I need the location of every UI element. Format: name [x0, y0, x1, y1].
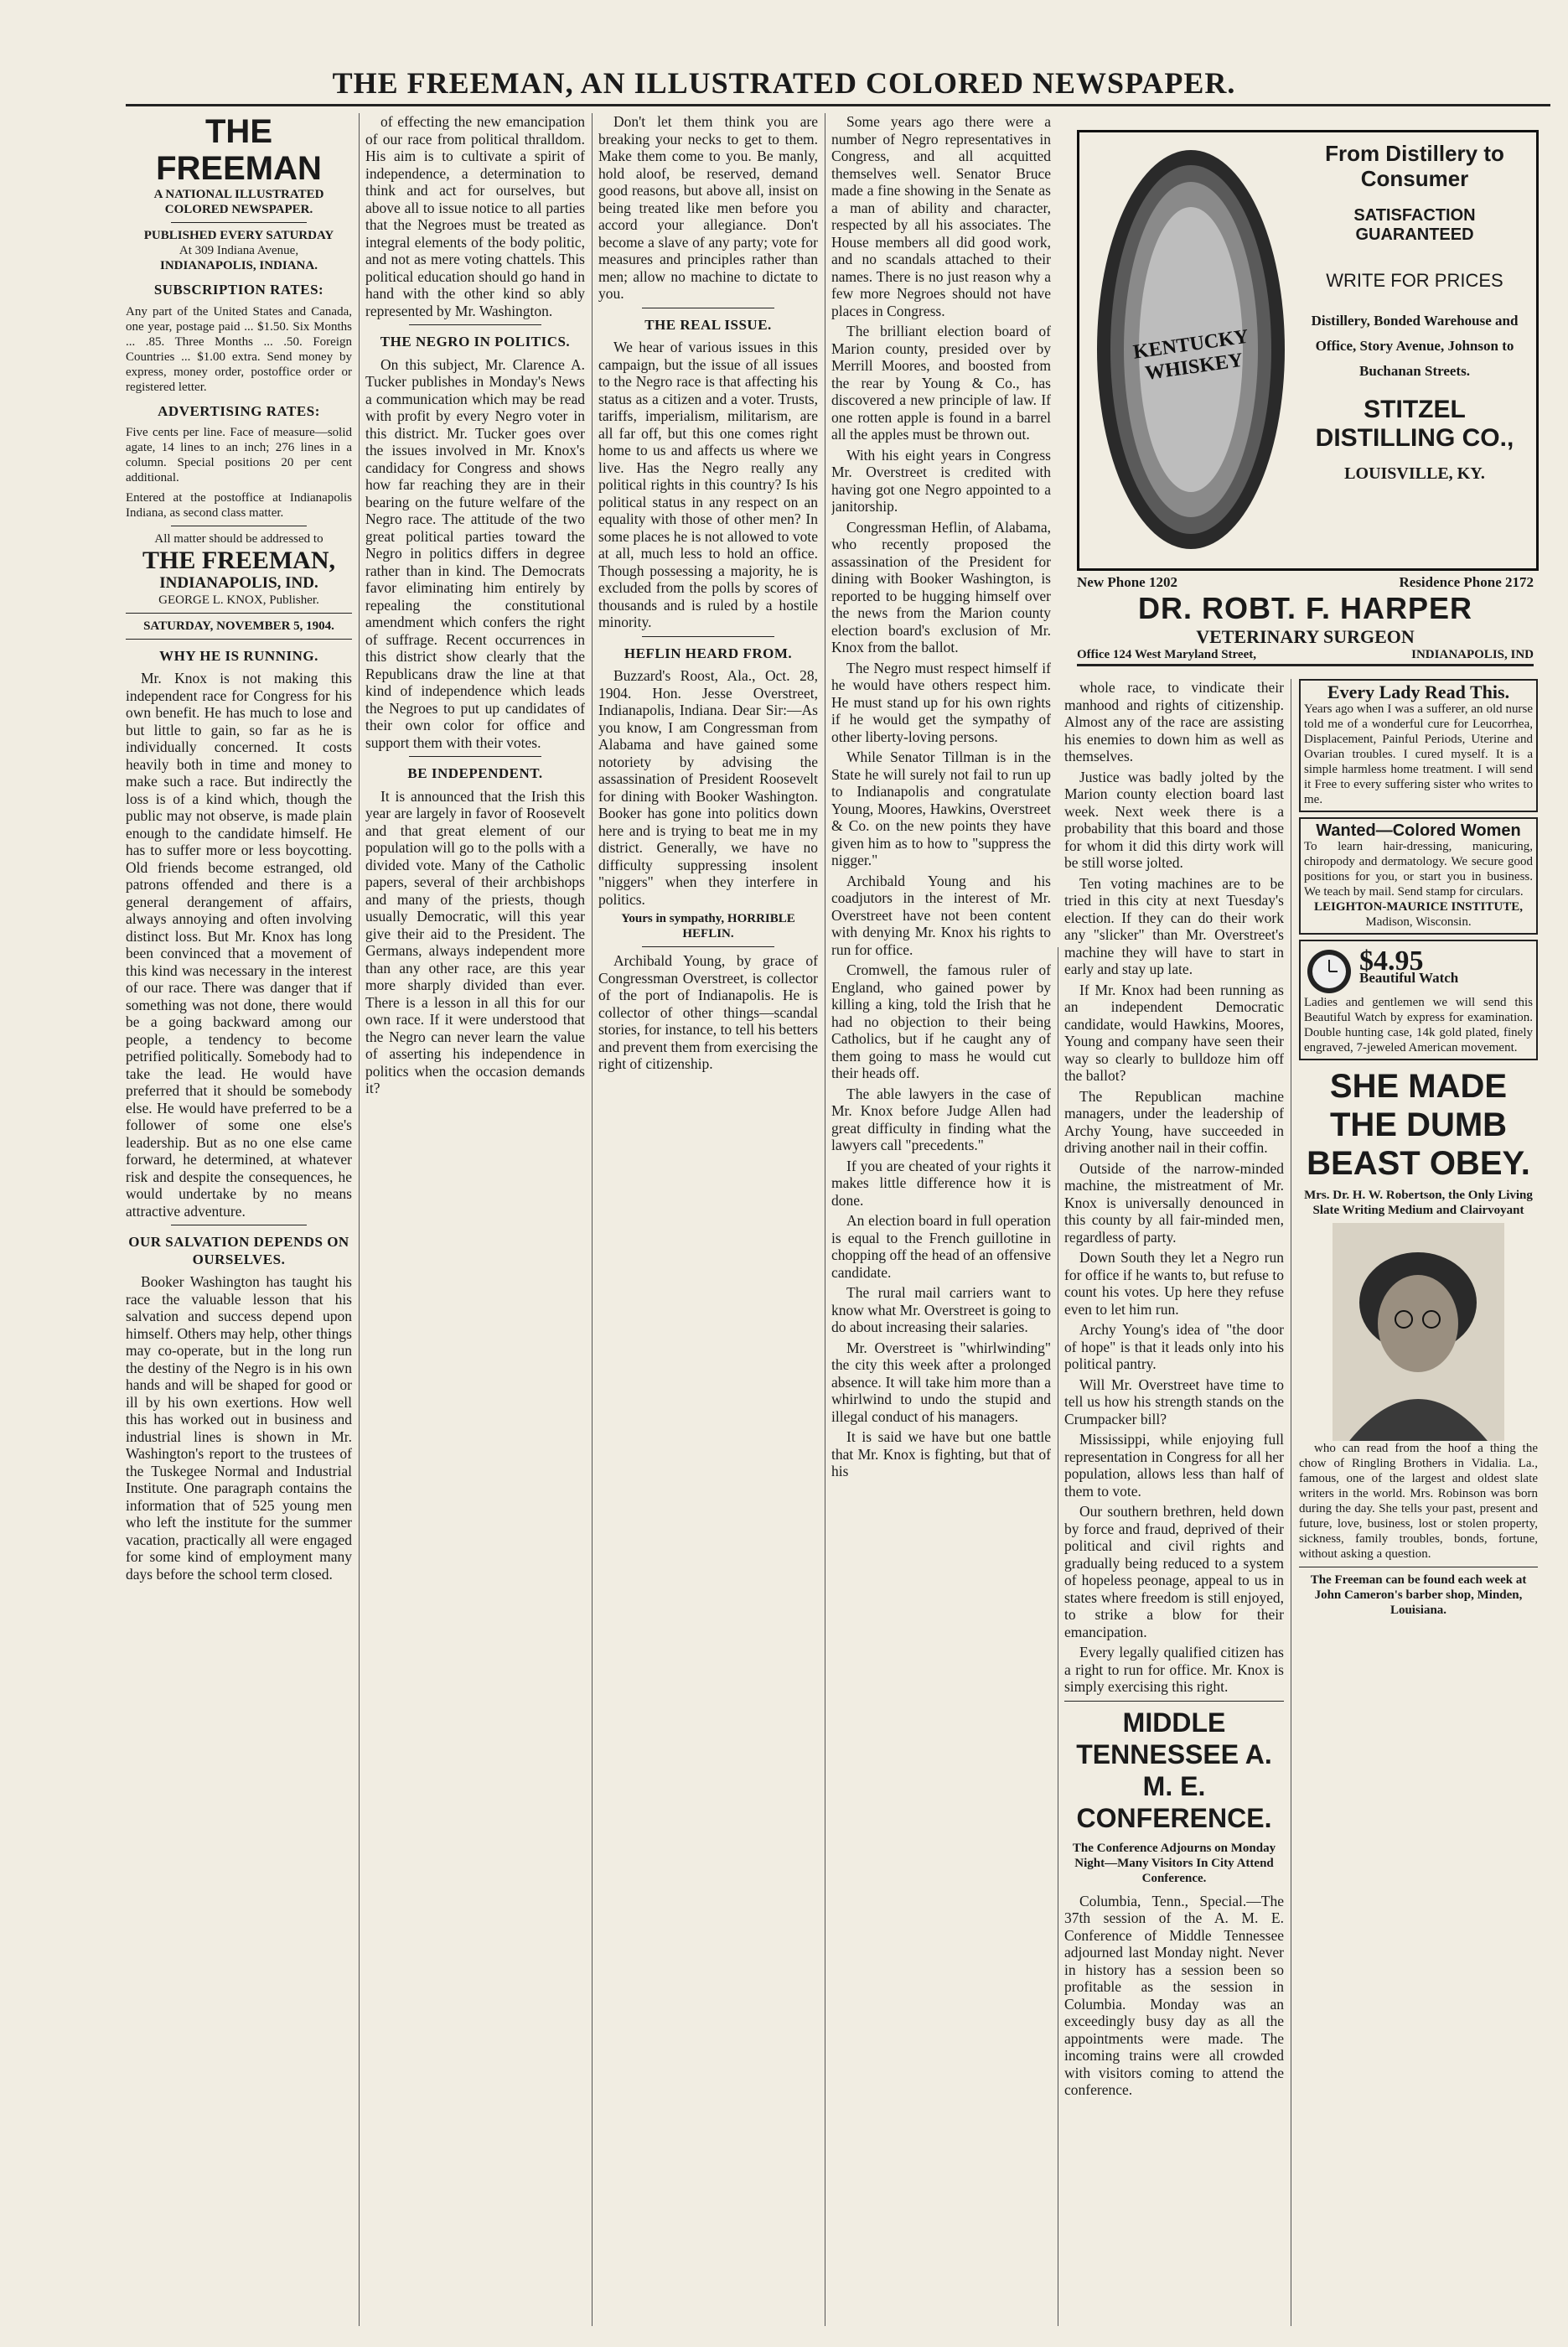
robertson-text: who can read from the hoof a thing the chow of Ringling Brothers in Vidalia. La., famous, one of the largest and oldest slate writers in the world. Mrs. Robinson was born during the day. She tells your past, present and future, love, business, lost or stolen property, sickness, family troubles, bonds, fortune, without asking a question.	[1299, 1442, 1538, 1561]
kentucky-label: KENTUCKY WHISKEY	[1131, 325, 1250, 385]
pub-line: PUBLISHED EVERY SATURDAY	[143, 229, 334, 242]
address-line: All matter should be addressed to	[154, 532, 323, 546]
freeman-title: THE FREEMAN	[156, 113, 322, 187]
lady-title: Every Lady Read This.	[1327, 681, 1510, 702]
conference-article: Columbia, Tenn., Special.—The 37th session of the A. M. E. Conference of Middle Tennessee adjourned last Monday night. Never in history has a session been so profitable as the session in Columbia. Monday was an exceedingly busy day as all the appointments were made. The incoming trains were all crowded with visitors coming to attend the conference.	[1064, 1892, 1284, 2098]
column-2	[365, 113, 585, 2326]
vet-title: VETERINARY SURGEON	[1196, 626, 1415, 647]
article-real-issue: We hear of various issues in this campaign, but the issue of all issues to the Negro race is that affecting his status as a citizen and a voter. Trusts, tariffs, imperialism, militarism, are all far off, but this one comes right home to us and affects us where we live. Has the Negro really any political rights in this country? Is his political status in any respect on an equality with those of other men? In some places he is not allowed to vote at all, much less to hold an office. Though possessing a majority, he is excluded from the polls by scores of thousands and is ruled by a hostile minority.	[598, 339, 818, 630]
article-salvation: Booker Washington has taught his race the valuable lesson that his salvation and success depend upon himself. Others may help, other things may co-operate, but in the long run the destiny of the Negro is in his own hands and will be shaped for good or ill by his own exertions. How well this has worked out in business and industrial lines is shown in Mr. Washington's report to the trustees of the Tuskegee Normal and Industrial Institute. One paragraph contains the information that of 525 young men who left the institute for the summer vacation, practically all were engaged for some kind of employment many days before the school term closed.	[126, 1273, 352, 1583]
pub-line: INDIANAPOLIS, INDIANA.	[160, 259, 318, 272]
editorial-paragraph: Some years ago there were a number of Negro representatives in Congress, and all acquitted themselves well. Senator Bruce made a fine showing in the Senate as a man of ability and character, respected by all his associates. The House members all did good work, and no scandals attached to their names. There is no just reason why a few more Negroes should not have places in Congress.	[831, 113, 1051, 319]
subscription-text: Any part of the United States and Canada, one year, postage paid ... $1.50. Six Months ... .85. Three Months ... .50. Foreign Countries ... $1.00 extra. Send money by express, money order, postoffice order or registered letter.	[126, 304, 352, 394]
editorial-paragraph: Every legally qualified citizen has a right to run for office. Mr. Knox is simply exercising this right.	[1064, 1644, 1284, 1695]
address-title: THE FREEMAN,	[142, 547, 335, 574]
leighton-name: LEIGHTON-MAURICE INSTITUTE,	[1314, 900, 1523, 914]
write-prices: WRITE FOR PRICES	[1326, 270, 1503, 291]
robertson-name: Mrs. Dr. H. W. Robertson, the Only Living Slate Writing Medium and Clairvoyant	[1304, 1189, 1533, 1217]
distillery-headline: From Distillery to Consumer	[1325, 141, 1504, 191]
article-negro-politics: On this subject, Mr. Clarence A. Tucker publishes in Monday's News a communication which may be read with profit by every Negro voter in this district. Mr. Tucker goes over the issues involved in Mr. Knox's candidacy for Congress and shows how far reaching they are in their bearing on the future welfare of the Negro race. The attitude of the two great political parties toward the Negro in politics differs in degree rather than in kind. The Democrats favor eliminating him entirely by repealing the constitutional amendment which confers the right of suffrage. Recent occurrences in this district show clearly that the Republicans draw the line at that kind of independence which leads the Negroes to put up candidates of their own color for office and support them with their votes.	[365, 355, 585, 751]
freeman-found: The Freeman can be found each week at John Cameron's barber shop, Minden, Louisiana.	[1310, 1573, 1527, 1617]
distillery-address: Distillery, Bonded Warehouse and Office, Story Avenue, Johnson to Buchanan Streets.	[1311, 313, 1519, 379]
editorial-paragraph: The rural mail carriers want to know what Mr. Overstreet is going to do about increasing their salaries.	[831, 1284, 1051, 1335]
editorial-paragraph: Justice was badly jolted by the Marion county election board last week. Next week there is a probability that this board and those for whom it did this dirty work will be still worse jolted.	[1064, 768, 1284, 871]
editorial-paragraph: The brilliant election board of Marion county, presided over by Merrill Moores, and boosted from the rear by Young & Co., has discovered a new principle of law. If one rotten apple is found in a barrel all the apples must be thrown out.	[831, 323, 1051, 443]
letter-signature: Yours in sympathy, HORRIBLE HEFLIN.	[621, 912, 795, 940]
watch-price: $4.95	[1359, 945, 1424, 977]
harper-name: DR. ROBT. F. HARPER	[1137, 591, 1473, 625]
masthead-rule	[126, 104, 1550, 106]
wanted-ad	[1299, 817, 1538, 935]
masthead: THE FREEMAN, AN ILLUSTRATED COLORED NEWSPAPER.	[332, 66, 1236, 100]
article-archibald-young: Archibald Young, by grace of Congressman Overstreet, is collector of the port of Indianapolis. He is collector of other things—scandal stories, for instance, to tell his betters and prevent them from exercising the right of citizenship.	[598, 952, 818, 1072]
harper-office: Office 124 West Maryland Street,	[1077, 648, 1256, 661]
harper-ad	[1077, 574, 1534, 661]
heading-negro-politics: THE NEGRO IN POLITICS.	[380, 334, 571, 350]
watch-title: Beautiful Watch	[1359, 970, 1459, 986]
column-6-ads	[1299, 679, 1538, 2326]
lady-ad	[1299, 679, 1538, 812]
editorial-paragraph: The Republican machine managers, under the leadership of Archy Young, have succeeded in driving another nail in their coffin.	[1064, 1087, 1284, 1156]
editorial-paragraph: With his eight years in Congress Mr. Overstreet is credited with having got one Negro appointed to a janitorship.	[831, 446, 1051, 515]
editorial-paragraph: whole race, to vindicate their manhood and rights of citizenship. Almost any of the race are assisting his enemies to down him as well as themselves.	[1064, 679, 1284, 764]
editorial-paragraph: Our southern brethren, held down by force and fraud, deprived of their political and civil rights and gradually being reduced to a system of hopeless peonage, appeal to us in states where freedom is still enjoyed, to strike a blow for their emancipation.	[1064, 1503, 1284, 1640]
editorial-paragraph: An election board in full operation is equal to the French guillotine in chopping off the head of an offensive candidate.	[831, 1212, 1051, 1281]
wanted-title: Wanted—Colored Women	[1316, 821, 1521, 840]
editorial-paragraph: Ten voting machines are to be tried in this city at next Tuesday's election. If they can do their work any "slicker" than Mr. Overstreet's machine they will have to start in early and stay up late.	[1064, 874, 1284, 977]
editorial-paragraph: Archy Young's idea of "the door of hope" is that it leads only into his political pantry.	[1064, 1321, 1284, 1372]
conference-title: MIDDLE TENNESSEE A. M. E. CONFERENCE.	[1076, 1707, 1272, 1833]
editorial-paragraph: The able lawyers in the case of Mr. Knox before Judge Allen had great difficulty in finding what the lawyers call "precedents."	[831, 1085, 1051, 1153]
subscription-heading: SUBSCRIPTION RATES:	[153, 282, 324, 298]
louisville: LOUISVILLE, KY.	[1344, 464, 1485, 483]
heading-why-running: WHY HE IS RUNNING.	[159, 647, 318, 664]
address-city: INDIANAPOLIS, IND.	[159, 574, 318, 592]
editorial-paragraph: Mississippi, while enjoying full representation in Congress for all her population, allows less than half of them to vote.	[1064, 1431, 1284, 1500]
entered-note: Entered at the postoffice at Indianapolis Indiana, as second class matter.	[126, 491, 352, 520]
wanted-text: To learn hair-dressing, manicuring, chiropody and dermatology. We secure good positions for you, or start you in business. We teach by mail. Send stamp for circulars.	[1304, 840, 1533, 899]
editorial-paragraph: It is said we have but one battle that Mr. Knox is fighting, but that of his	[831, 1428, 1051, 1479]
conference-subtitle: The Conference Adjourns on Monday Night—Many Visitors In City Attend Conference.	[1072, 1841, 1276, 1885]
article-heflin: Buzzard's Roost, Ala., Oct. 28, 1904. Hon. Jesse Overstreet, Indianapolis, Indiana. Dear Sir:—As you know, I am Congressman from Alabama and have gained some notoriety by advising the assassination of President Roosevelt for dining with Booker Washington. Booker has gone into politics down here and is trying to beat me in my district. Generally, we have no difficulty suppressing insolent "niggers" when they interfere in politics.	[598, 667, 818, 908]
leighton-city: Madison, Wisconsin.	[1365, 915, 1472, 929]
heading-salvation: OUR SALVATION DEPENDS ON OURSELVES.	[128, 1234, 349, 1267]
editorial-paragraph: Down South they let a Negro run for office if he wants to, but refuse to count his votes. Up here they refuse even to let him run.	[1064, 1249, 1284, 1318]
watch-ad	[1299, 940, 1538, 1060]
watch-icon	[1304, 945, 1354, 995]
heading-real-issue: THE REAL ISSUE.	[644, 316, 772, 333]
article-be-independent: It is announced that the Irish this year are largely in favor of Roosevelt and that great element of our population will go to the polls with a divided vote. Many of the Catholic papers, several of their archbishops and many of the priests, though usually Democratic, will this year give their aid to the President. The Germans, always independent more than any other race, are this year more sharply divided than ever. There is a lesson in all this for our own race. If it were understood that the Negro can never learn the value of asserting his independence in politics when the occasion demands it?	[365, 787, 585, 1096]
lady-text: Years ago when I was a sufferer, an old nurse told me of a wonderful cure for Leucorrhea, Displacement, Painful Periods, Uterine and Ovarian troubles. I cured myself. It is a simple harmless home treatment. I will send it Free to every suffering sister who writes to me.	[1304, 702, 1533, 806]
robertson-portrait	[1299, 1223, 1538, 1441]
advertising-heading: ADVERTISING RATES:	[158, 402, 320, 419]
column-4	[831, 113, 1051, 2326]
satisfaction-line: SATISFACTION GUARANTEED	[1353, 206, 1476, 244]
pub-line: At 309 Indiana Avenue,	[179, 244, 299, 257]
editorial-paragraph: The Negro must respect himself if he would have others respect him. He must stand up for his own rights if he would get the sympathy of other liberty-loving persons.	[831, 659, 1051, 745]
editorial-paragraph: Outside of the narrow-minded machine, the mistreatment of Mr. Knox is universally denounced in this county by all fair-minded men, regardless of party.	[1064, 1159, 1284, 1246]
editorial-paragraph: If you are cheated of your rights it makes little difference how it is done.	[831, 1157, 1051, 1209]
article-continuation: Don't let them think you are breaking your necks to get to them. Make them come to you. Be manly, hold aloof, be reserved, demand good reasons, but above all, insist on being treated like men before you accord your allegiance. Don't become a slave of any party; vote for measures and principles rather than men; allow no machine to dictate to you.	[598, 113, 818, 302]
column-3	[598, 113, 818, 2326]
dumb-beast-headline: SHE MADE THE DUMB BEAST OBEY.	[1307, 1068, 1530, 1182]
publisher: GEORGE L. KNOX, Publisher.	[158, 593, 319, 607]
editorial-paragraph: Will Mr. Overstreet have time to tell us how his strength stands on the Crumpacker bill?	[1064, 1376, 1284, 1427]
editorial-paragraph: Archibald Young and his coadjutors in the interest of Mr. Overstreet have not been content with denying Mr. Knox his rights to run for office.	[831, 872, 1051, 958]
new-phone: New Phone 1202	[1077, 574, 1177, 590]
watch-text: Ladies and gentlemen we will send this Beautiful Watch by express for examination. Double hunting case, 14k gold plated, finely engraved, 7-jeweled American movement.	[1304, 996, 1533, 1054]
whiskey-ad	[1077, 130, 1539, 571]
advertising-text: Five cents per line. Face of measure—solid agate, 14 lines to an inch; 276 lines in a column. Special positions 20 per cent additional.	[126, 426, 352, 484]
harper-city: INDIANAPOLIS, IND	[1411, 648, 1534, 661]
stitzel-name: STITZEL DISTILLING CO.,	[1315, 396, 1514, 452]
editorial-paragraph: Congressman Heflin, of Alabama, who recently proposed the assassination of the President for dining with Booker Washington, is reported to be hugging himself over the news from the Marion county election board's exclusion of Mr. Knox from the ballot.	[831, 518, 1051, 655]
editorial-paragraph: If Mr. Knox had been running as an independent Democratic candidate, would Hawkins, Moores, Young and company have seen their way so clearly to bulldoze him off the ballot?	[1064, 981, 1284, 1084]
editorial-paragraph: While Senator Tillman is in the State he will surely not fail to run up to Indianapolis and congratulate Young, Moores, Hawkins, Overstreet & Co. on the new points they have given him as to how to "suppress the nigger."	[831, 749, 1051, 868]
heading-heflin: HEFLIN HEARD FROM.	[624, 645, 793, 661]
freeman-subtitle: A NATIONAL ILLUSTRATED COLORED NEWSPAPER.	[153, 188, 324, 216]
column-5	[1064, 679, 1284, 2326]
column-rule	[359, 113, 360, 2326]
residence-phone: Residence Phone 2172	[1399, 574, 1534, 590]
column-1	[126, 113, 352, 2326]
editorial-paragraph: Cromwell, the famous ruler of England, who gained power by killing a king, told the Irish that he had no objection to their being Catholics, but if he caught any of them going to mass he would cut their heads off.	[831, 961, 1051, 1081]
ad-rule	[1077, 664, 1534, 666]
article-continuation: of effecting the new emancipation of our race from political thralldom. His aim is to cultivate a spirit of independence, a determination to think and act for ourselves, but above all to issue notice to all parties that the Negroes must be treated as integral elements of the body politic, and not as mere voting chattels. This political education should go hand in hand with the other kind so ably represented by Mr. Washington.	[365, 113, 585, 319]
editorial-paragraph: Mr. Overstreet is "whirlwinding" the city this week after a prolonged absence. It will take him more than a whirlwind to undo the stupid and illegal conduct of his managers.	[831, 1339, 1051, 1425]
issue-date: SATURDAY, NOVEMBER 5, 1904.	[143, 619, 334, 633]
column-rule	[592, 113, 593, 2326]
article-why-running: Mr. Knox is not making this independent race for Congress for his own benefit. He has much to lose and but little to gain, so far as he is individually concerned. It costs heavily both in time and money to make such a race. But indirectly the loss is of a kind which, though the public may not observe, is made plain enough to the candidate himself. He has to suffer more or less boycotting. Old friends become estranged, old patrons offended and there is a general derangement of affairs, always annoying and often involving distinct loss. But Mr. Knox has long been convinced that a movement of this kind was necessary in the interest of our race. There was danger that if something was not done, there would be a going backward among our people, a tendency to become petrified politically. Somebody had to take the lead. He would have preferred that it should be somebody else. He would have preferred to be a follower of some one else's leadership. But as no one else came forward, he determined, at whatever risk and despite the consequences, he would undertake by no means attractive adventure.	[126, 670, 352, 1220]
heading-be-independent: BE INDEPENDENT.	[407, 765, 543, 781]
